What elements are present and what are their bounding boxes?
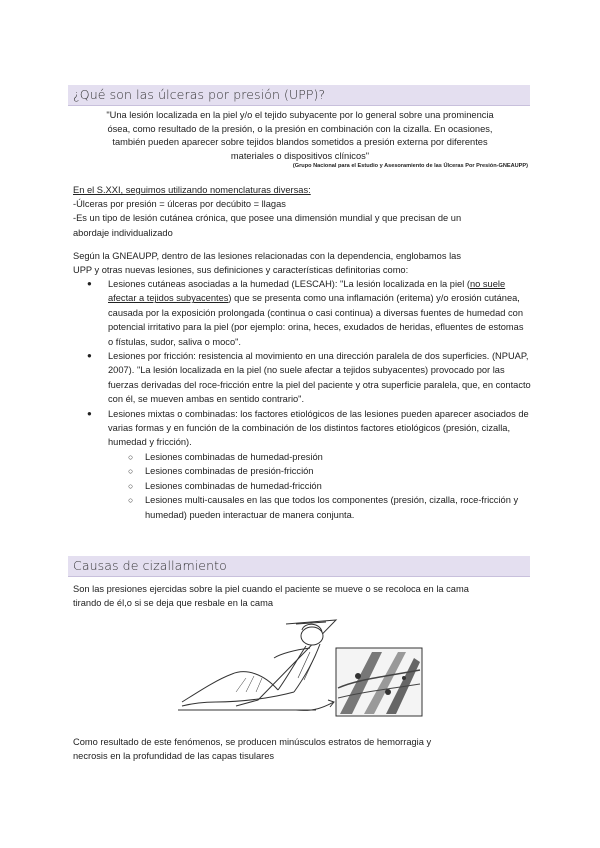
text-line: Son las presiones ejercidas sobre la piel cuando el paciente se mueve o se recoloca en la cama <box>73 584 469 594</box>
text-line: tirando de él,o si se deja que resbale en la cama <box>73 598 274 609</box>
nomenclature-block <box>73 183 531 240</box>
underlined-text: no suele afectar a tejidos subyacentes <box>108 279 506 304</box>
shear-result <box>73 735 531 763</box>
text-line: Como resultado de este fenómenos, se producen minúsculos estratos de hemorragia y <box>73 737 432 747</box>
nomenclature-line: abordaje individualizado <box>73 227 173 238</box>
section-heading-upp <box>68 85 530 106</box>
sublist-item: ○ Lesiones combinadas de humedad-presión <box>108 450 531 464</box>
shear-definition <box>73 582 531 610</box>
section-title: ¿Qué son las úlceras por presión (UPP)? <box>73 87 326 102</box>
list-item-mixtas: ● Lesiones mixtas o combinadas: los factores etiológicos de las lesiones pueden aparecer asociados de varias formas y en función de la combinación de los distintos factores etiológicos (presión, cizalla, humedad y fricción). ○ Lesiones combinadas de humedad-presión ○ Lesiones combinadas de presión-fricción ○ Lesiones combinadas de humedad-fricción ○ Lesiones multi-causales en las que todos los componentes (presión, cizalla, roce-fricción y humedad) pueden interactuar de manera conjunta. <box>73 407 531 522</box>
tissue-section-drawing <box>336 648 422 716</box>
nomenclature-line: -Es un tipo de lesión cutánea crónica, que posee una dimensión mundial y que precisan de un <box>73 213 462 224</box>
intro-line: Según la GNEAUPP, dentro de las lesiones relacionadas con la dependencia, englobamos las <box>73 251 461 261</box>
intro-line: UPP y otras nuevas lesiones, sus definiciones y características definitorias como: <box>73 265 409 276</box>
patient-figure-drawing <box>178 620 336 710</box>
combined-lesions-sublist <box>108 450 531 522</box>
text-line: necrosis en la profundidad de las capas tisulares <box>73 751 275 762</box>
section-heading-cizallamiento <box>68 556 530 577</box>
shear-illustration <box>176 618 481 718</box>
lesion-types-list <box>73 277 531 522</box>
definition-quote <box>74 109 526 163</box>
quote-source: (Grupo Nacional para el Estudio y Asesoramiento de las Úlceras Por Presión-GNEAUPP) <box>292 163 528 169</box>
list-item-friccion: ● Lesiones por fricción: resistencia al movimiento en una dirección paralela de dos superficies. (NPUAP, 2007). "La lesión localizada en la piel (no suele afectar a tejidos subyacentes) provocado por las fuerzas derivadas del roce-fricción entre la piel del paciente y otra superficie paralela, que, en contacto con él, se mueven ambas en sentido contrario". <box>73 349 531 407</box>
nomenclature-heading: En el S.XXI, seguimos utilizando nomenclaturas diversas: <box>73 185 311 195</box>
quote-line: también pueden aparecer sobre tejidos blandos sometidos a presión externa por diferentes <box>112 137 488 148</box>
quote-line: materiales o dispositivos clínicos" <box>230 150 370 161</box>
quote-line: ósea, como resultado de la presión, o la presión en combinación con la cizalla. En ocasiones, <box>107 123 493 134</box>
sublist-item: ○ Lesiones multi-causales en las que todos los componentes (presión, cizalla, roce-fricción y humedad) pueden interactuar de manera conjunta. <box>108 493 531 522</box>
nomenclature-line: -Úlceras por presión = úlceras por decúbito = llagas <box>73 199 286 210</box>
quote-line: "Una lesión localizada en la piel y/o el tejido subyacente por lo general sobre una prominencia <box>106 110 494 120</box>
section-title: Causas de cizallamiento <box>73 558 227 573</box>
list-item-lescah: ● Lesiones cutáneas asociadas a la humedad (LESCAH): "La lesión localizada en la piel (no suele afectar a tejidos subyacentes) que se presenta como una inflamación (eritema) y/o erosión cutánea, causada por la exposición prolongada (continua o casi continua) a diversas fuentes de humedad con potencial irritativo para la piel (por ejemplo: orina, heces, exudados de heridas, efluentes de estomas o fístulas, sudor, saliva o moco". <box>73 277 531 349</box>
sublist-item: ○ Lesiones combinadas de presión-fricción <box>108 464 531 478</box>
sublist-item: ○ Lesiones combinadas de humedad-fricción <box>108 479 531 493</box>
intro-paragraph <box>73 249 531 277</box>
